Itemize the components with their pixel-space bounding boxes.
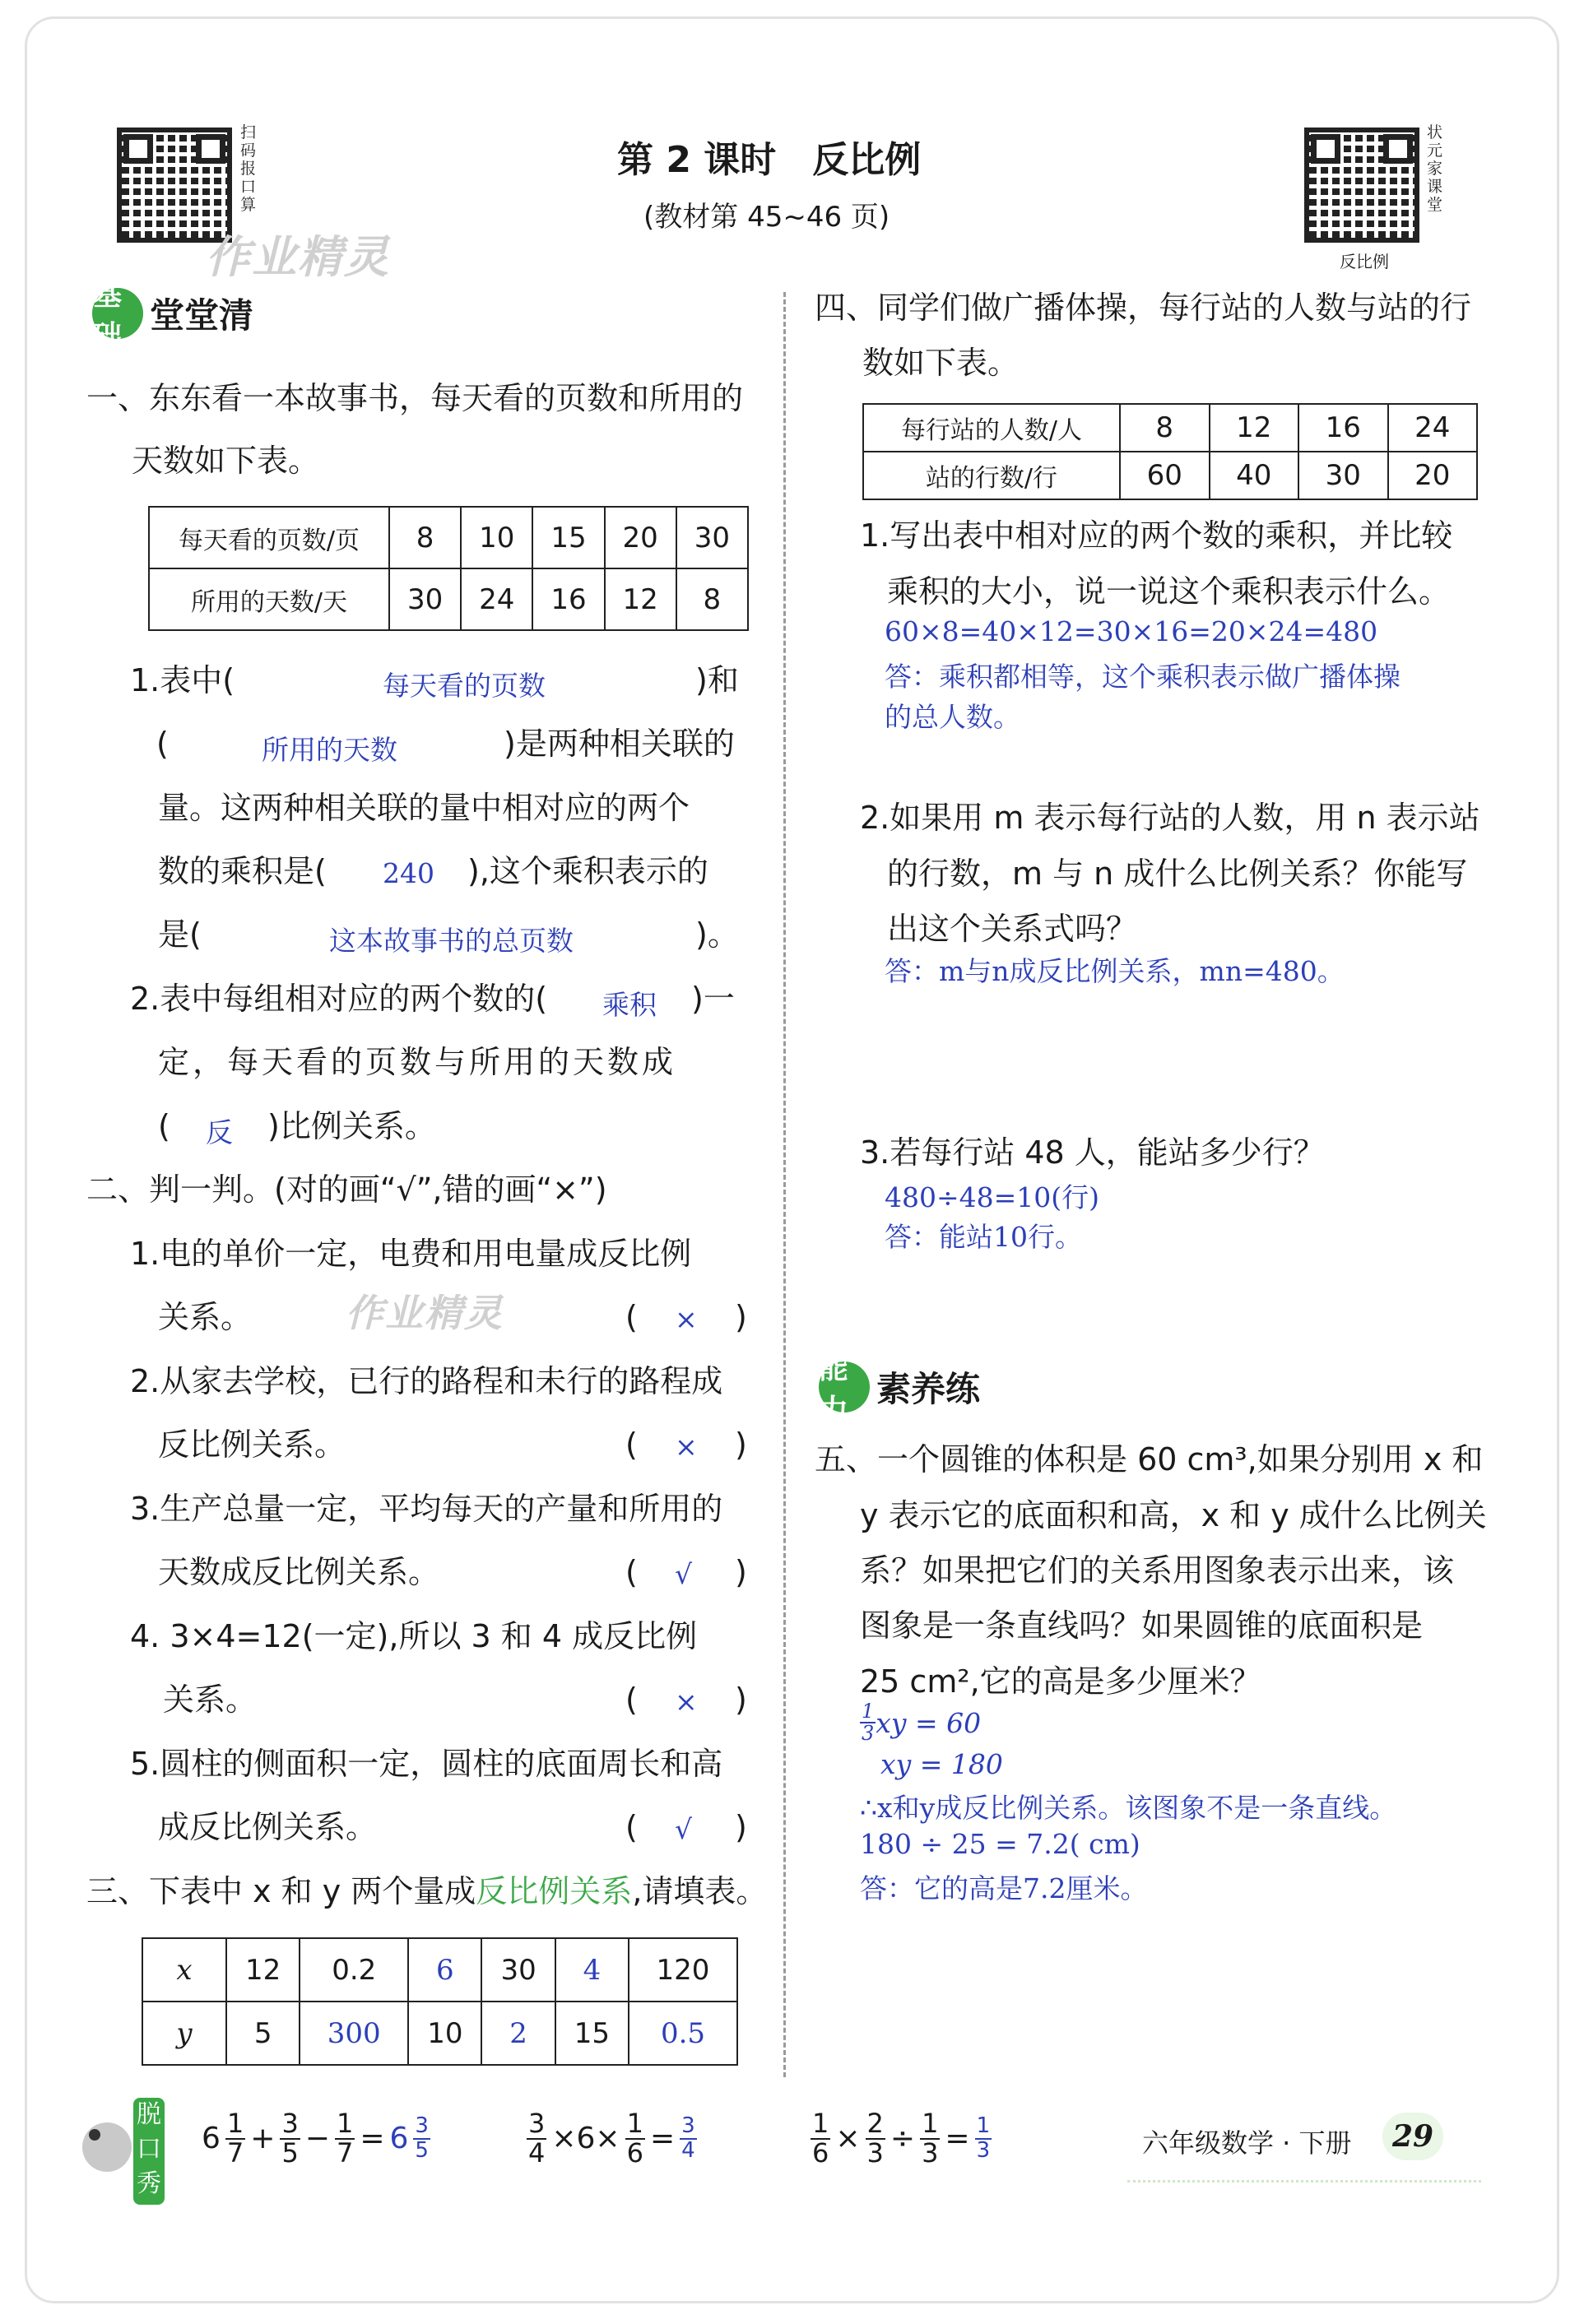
q3-y-cell: 10 xyxy=(408,2002,481,2065)
fraction-denominator: 4 xyxy=(528,2136,546,2169)
q2-item1-answer: × xyxy=(675,1303,698,1335)
q2-paren-close: ) xyxy=(735,1554,747,1590)
q1-s1-part-a: 1.表中( xyxy=(130,662,235,698)
q2-item3-line2: 天数成反比例关系。 xyxy=(158,1554,440,1590)
q2-paren-open: ( xyxy=(625,1299,638,1335)
calc-answer-whole: 6 xyxy=(389,2122,409,2156)
q5-answer-1-rest: xy = 60 xyxy=(876,1706,982,1739)
q1-table-cell: 30 xyxy=(389,568,461,630)
q4-text-line1: 四、同学们做广播体操，每行站的人数与站的行 xyxy=(815,290,1472,326)
q2-paren-open: ( xyxy=(625,1554,638,1590)
q1-table-cell: 24 xyxy=(461,568,532,630)
badge-bubble xyxy=(819,1352,870,1427)
q3-x-cell: 30 xyxy=(481,1938,555,2002)
qr-left-caption: 扫码报口算 xyxy=(240,123,257,214)
calc-fraction xyxy=(920,2110,940,2167)
calc-fraction xyxy=(225,2110,245,2167)
q1-text-line2: 天数如下表。 xyxy=(132,443,320,479)
q3-x-answer: 6 xyxy=(408,1938,481,2002)
q3-x-label: x xyxy=(142,1938,226,2002)
fraction-denominator: 6 xyxy=(812,2136,829,2169)
page-number: 29 xyxy=(1382,2113,1443,2160)
calc-operator: + xyxy=(250,2122,276,2156)
q1-s1-part-g: ),这个乘积表示的 xyxy=(467,853,708,889)
q1-s1-answer-3: 240 xyxy=(383,857,434,889)
q3-x-answer: 4 xyxy=(555,1938,629,2002)
fraction-denominator: 3 xyxy=(976,2137,991,2163)
q1-s1-answer-2: 所用的天数 xyxy=(262,734,397,766)
calc-number: 6 xyxy=(202,2122,221,2156)
q4-s2-line1: 2.如果用 m 表示每行站的人数，用 n 表示站 xyxy=(860,800,1480,836)
fraction-numerator: 3 xyxy=(281,2108,299,2139)
q4-table-cell: 20 xyxy=(1388,452,1478,499)
q4-s3-line1: 3.若每行站 48 人，能站多少行？ xyxy=(860,1134,1325,1171)
q1-s1-part-e: 量。这两种相关联的量中相对应的两个 xyxy=(158,790,690,826)
q4-table-cell: 16 xyxy=(1298,404,1388,452)
q2-item2-answer: × xyxy=(675,1431,698,1463)
q2-item4-line2: 关系。 xyxy=(163,1682,258,1718)
q3-y-label: y xyxy=(142,2002,226,2065)
q5-line3: 系？如果把它们的关系用图象表示出来，该 xyxy=(860,1552,1455,1589)
q3-y-cell: 15 xyxy=(555,2002,629,2065)
q3-y-answer: 2 xyxy=(481,2002,555,2065)
q3-title-a: 三、下表中 x 和 y 两个量成 xyxy=(86,1873,476,1909)
q4-s2-line3: 出这个关系式吗？ xyxy=(887,911,1138,947)
calc-equals: = xyxy=(945,2122,970,2156)
q4-table-cell: 12 xyxy=(1210,404,1299,452)
q4-table-row2-header: 站的行数/行 xyxy=(863,452,1120,499)
page-subtitle: (教材第 45~46 页) xyxy=(643,201,890,234)
fraction-denominator: 7 xyxy=(226,2136,244,2169)
fraction-numerator: 2 xyxy=(866,2108,884,2139)
calc-fraction xyxy=(866,2110,885,2167)
q5-answer-5: 答：它的高是7.2厘米。 xyxy=(860,1872,1148,1904)
watermark-2: 作业精灵 xyxy=(346,1291,504,1335)
qr-right-caption: 状元家课堂 xyxy=(1427,123,1443,214)
q1-s1-answer-4: 这本故事书的总页数 xyxy=(329,925,574,957)
oral-calc-3 xyxy=(811,2110,992,2167)
q1-s1-part-c: ( xyxy=(156,726,169,762)
q4-table-cell: 24 xyxy=(1388,404,1478,452)
q1-table-row1-header: 每天看的页数/页 xyxy=(149,507,389,568)
q1-table-cell: 10 xyxy=(461,507,532,568)
q2-item3-line1: 3.生产总量一定，平均每天的产量和所用的 xyxy=(130,1491,723,1527)
footer-rule xyxy=(1127,2180,1481,2183)
fraction-numerator: 1 xyxy=(922,2108,939,2139)
badge-char-2: 能力 xyxy=(819,1352,849,1427)
q4-text-line2: 数如下表。 xyxy=(862,345,1020,381)
q2-item5-answer: √ xyxy=(675,1813,693,1845)
q2-item4-answer: × xyxy=(675,1686,698,1718)
fraction-numerator: 3 xyxy=(415,2113,429,2139)
q4-table-cell: 60 xyxy=(1120,452,1210,499)
fraction-numerator: 1 xyxy=(862,1700,875,1723)
q1-s2-part-c: 定，每天看的页数与所用的天数成 xyxy=(158,1044,677,1080)
q1-s1-part-d: )是两种相关联的 xyxy=(504,726,735,762)
q2-paren-open: ( xyxy=(625,1426,638,1463)
q5-line4: 图象是一条直线吗？如果圆锥的底面积是 xyxy=(860,1607,1424,1644)
q5-line1: 五、一个圆锥的体积是 60 cm³,如果分别用 x 和 xyxy=(815,1441,1484,1477)
fraction-numerator: 1 xyxy=(976,2113,991,2139)
badge-char-1: 基础 xyxy=(92,278,123,354)
calc-operator: × xyxy=(835,2122,861,2156)
q3-title xyxy=(86,1873,768,1909)
q1-s2-answer-1: 乘积 xyxy=(602,989,657,1021)
q4-s2-answer: 答：m与n成反比例关系，mn=480。 xyxy=(885,955,1345,987)
q5-answer-4: 180 ÷ 25 = 7.2( cm) xyxy=(860,1828,1140,1860)
q1-s2-part-e: )比例关系。 xyxy=(267,1108,436,1144)
q2-item3-answer: √ xyxy=(675,1558,693,1590)
q1-text-line1: 一、东东看一本故事书，每天看的页数和所用的 xyxy=(86,380,744,416)
section-badge-basic xyxy=(92,278,254,354)
q1-table xyxy=(148,506,749,631)
q2-title: 二、判一判。(对的画“√”,错的画“×”) xyxy=(86,1171,607,1208)
section-title-ability: 素养练 xyxy=(876,1369,981,1409)
watermark: 作业精灵 xyxy=(206,231,390,283)
q1-s1-part-h: 是( xyxy=(158,916,202,953)
q2-item1-line1: 1.电的单价一定，电费和用电量成反比例 xyxy=(130,1236,692,1272)
q3-x-cell: 120 xyxy=(629,1938,737,2002)
q2-item5-line1: 5.圆柱的侧面积一定，圆柱的底面周长和高 xyxy=(130,1746,723,1782)
q2-paren-close: ) xyxy=(735,1682,747,1718)
q1-table-cell: 20 xyxy=(605,507,676,568)
q1-s2-part-d: ( xyxy=(158,1108,170,1144)
q3-title-highlight: 反比例关系 xyxy=(476,1873,633,1909)
fraction-denominator: 3 xyxy=(866,2136,884,2169)
q5-answer-3: ∴x和y成反比例关系。该图象不是一条直线。 xyxy=(860,1792,1397,1824)
q2-paren-close: ) xyxy=(735,1809,747,1845)
fraction-numerator: 1 xyxy=(336,2108,354,2139)
q2-item5-line2: 成反比例关系。 xyxy=(158,1809,378,1845)
calc-fraction xyxy=(335,2110,355,2167)
q4-s1-line1: 1.写出表中相对应的两个数的乘积，并比较 xyxy=(860,517,1453,554)
q3-x-cell: 0.2 xyxy=(300,1938,408,2002)
q2-paren-open: ( xyxy=(625,1809,638,1845)
q4-table-cell: 8 xyxy=(1120,404,1210,452)
q1-table-cell: 12 xyxy=(605,568,676,630)
badge-bubble xyxy=(92,278,143,354)
fraction-denominator: 3 xyxy=(922,2136,939,2169)
q1-table-cell: 30 xyxy=(676,507,748,568)
q4-table-row1-header: 每行站的人数/人 xyxy=(863,404,1120,452)
calc-equals: = xyxy=(649,2122,676,2156)
q4-s2-line2: 的行数，m 与 n 成什么比例关系？你能写 xyxy=(887,856,1468,892)
q2-item2-line1: 2.从家去学校，已行的路程和未行的路程成 xyxy=(130,1363,723,1399)
q1-table-row2-header: 所用的天数/天 xyxy=(149,568,389,630)
q4-table-cell: 30 xyxy=(1298,452,1388,499)
q5-line5: 25 cm²,它的高是多少厘米？ xyxy=(860,1663,1261,1700)
q3-y-answer: 0.5 xyxy=(629,2002,737,2065)
calc-fraction xyxy=(527,2110,546,2167)
page-title: 第 2 课时 反比例 xyxy=(617,139,922,181)
q2-item1-line2: 关系。 xyxy=(158,1299,253,1335)
q5-line2: y 表示它的底面积和高，x 和 y 成什么比例关 xyxy=(860,1497,1487,1533)
calc-answer-fraction xyxy=(413,2115,430,2162)
q3-y-cell: 5 xyxy=(226,2002,300,2065)
q4-s3-answer-2: 答：能站10行。 xyxy=(885,1221,1082,1253)
q3-table xyxy=(142,1937,738,2066)
calc-fraction xyxy=(625,2110,645,2167)
oral-calc-1 xyxy=(202,2110,430,2167)
q1-table-cell: 16 xyxy=(532,568,604,630)
calc-operator: − xyxy=(304,2122,330,2156)
q4-table-cell: 40 xyxy=(1210,452,1299,499)
calc-operator: ÷ xyxy=(890,2122,916,2156)
calc-answer-fraction xyxy=(975,2115,992,2162)
q1-s2-part-b: )一 xyxy=(691,981,735,1017)
calc-operator: ×6× xyxy=(551,2122,620,2156)
mascot-label: 脱口秀 xyxy=(133,2098,165,2205)
q1-s1-part-f: 数的乘积是( xyxy=(158,853,327,889)
calc-equals: = xyxy=(360,2122,385,2156)
q5-answer-1-fraction xyxy=(860,1701,876,1744)
q2-item4-line1: 4. 3×4=12(一定),所以 3 和 4 成反比例 xyxy=(130,1618,698,1654)
book-label: 六年级数学 · 下册 xyxy=(1142,2127,1352,2159)
q4-s1-line2: 乘积的大小，说一说这个乘积表示什么。 xyxy=(887,573,1451,610)
q2-paren-close: ) xyxy=(735,1299,747,1335)
q4-s1-answer-1: 60×8=40×12=30×16=20×24=480 xyxy=(885,615,1378,647)
q1-s1-part-i: )。 xyxy=(695,916,739,953)
q5-answer-2: xy = 180 xyxy=(880,1748,1003,1780)
calc-answer-fraction xyxy=(680,2115,697,2162)
fraction-numerator: 3 xyxy=(528,2108,546,2139)
oral-calc-2 xyxy=(527,2110,697,2167)
section-title-basic: 堂堂清 xyxy=(150,295,254,336)
fraction-denominator: 5 xyxy=(281,2136,299,2169)
q1-s1-part-b: )和 xyxy=(695,662,739,698)
fraction-denominator: 3 xyxy=(862,1722,875,1746)
calc-fraction xyxy=(280,2110,300,2167)
q1-table-cell: 8 xyxy=(389,507,461,568)
q1-s2-answer-2: 反 xyxy=(206,1116,233,1148)
section-badge-ability xyxy=(819,1352,981,1427)
q4-s3-answer-1: 480÷48=10(行) xyxy=(885,1181,1100,1213)
q2-paren-open: ( xyxy=(625,1682,638,1718)
fraction-numerator: 3 xyxy=(681,2113,695,2139)
qr-right-label: 反比例 xyxy=(1340,252,1389,271)
fraction-numerator: 1 xyxy=(626,2108,643,2139)
calc-fraction xyxy=(811,2110,830,2167)
q3-title-b: ,请填表。 xyxy=(632,1873,768,1909)
q1-s1-answer-1: 每天看的页数 xyxy=(383,670,546,702)
q1-table-cell: 8 xyxy=(676,568,748,630)
q2-item2-line2: 反比例关系。 xyxy=(158,1426,346,1463)
mascot-icon xyxy=(82,2098,165,2205)
q4-s1-answer-3: 的总人数。 xyxy=(885,701,1020,733)
fraction-numerator: 1 xyxy=(226,2108,244,2139)
fraction-denominator: 5 xyxy=(415,2137,429,2163)
fraction-denominator: 7 xyxy=(336,2136,354,2169)
qr-code-right-icon[interactable] xyxy=(1304,128,1419,243)
fraction-denominator: 4 xyxy=(681,2137,695,2163)
fraction-denominator: 6 xyxy=(626,2136,643,2169)
column-divider xyxy=(783,292,786,2077)
q5-answer-1 xyxy=(860,1701,981,1744)
q3-y-answer: 300 xyxy=(300,2002,408,2065)
q1-table-cell: 15 xyxy=(532,507,604,568)
q1-s2-part-a: 2.表中每组相对应的两个数的( xyxy=(130,981,548,1017)
q4-table xyxy=(862,403,1478,500)
q4-s1-answer-2: 答：乘积都相等，这个乘积表示做广播体操 xyxy=(885,661,1401,693)
fraction-numerator: 1 xyxy=(812,2108,829,2139)
q3-x-cell: 12 xyxy=(226,1938,300,2002)
q2-paren-close: ) xyxy=(735,1426,747,1463)
